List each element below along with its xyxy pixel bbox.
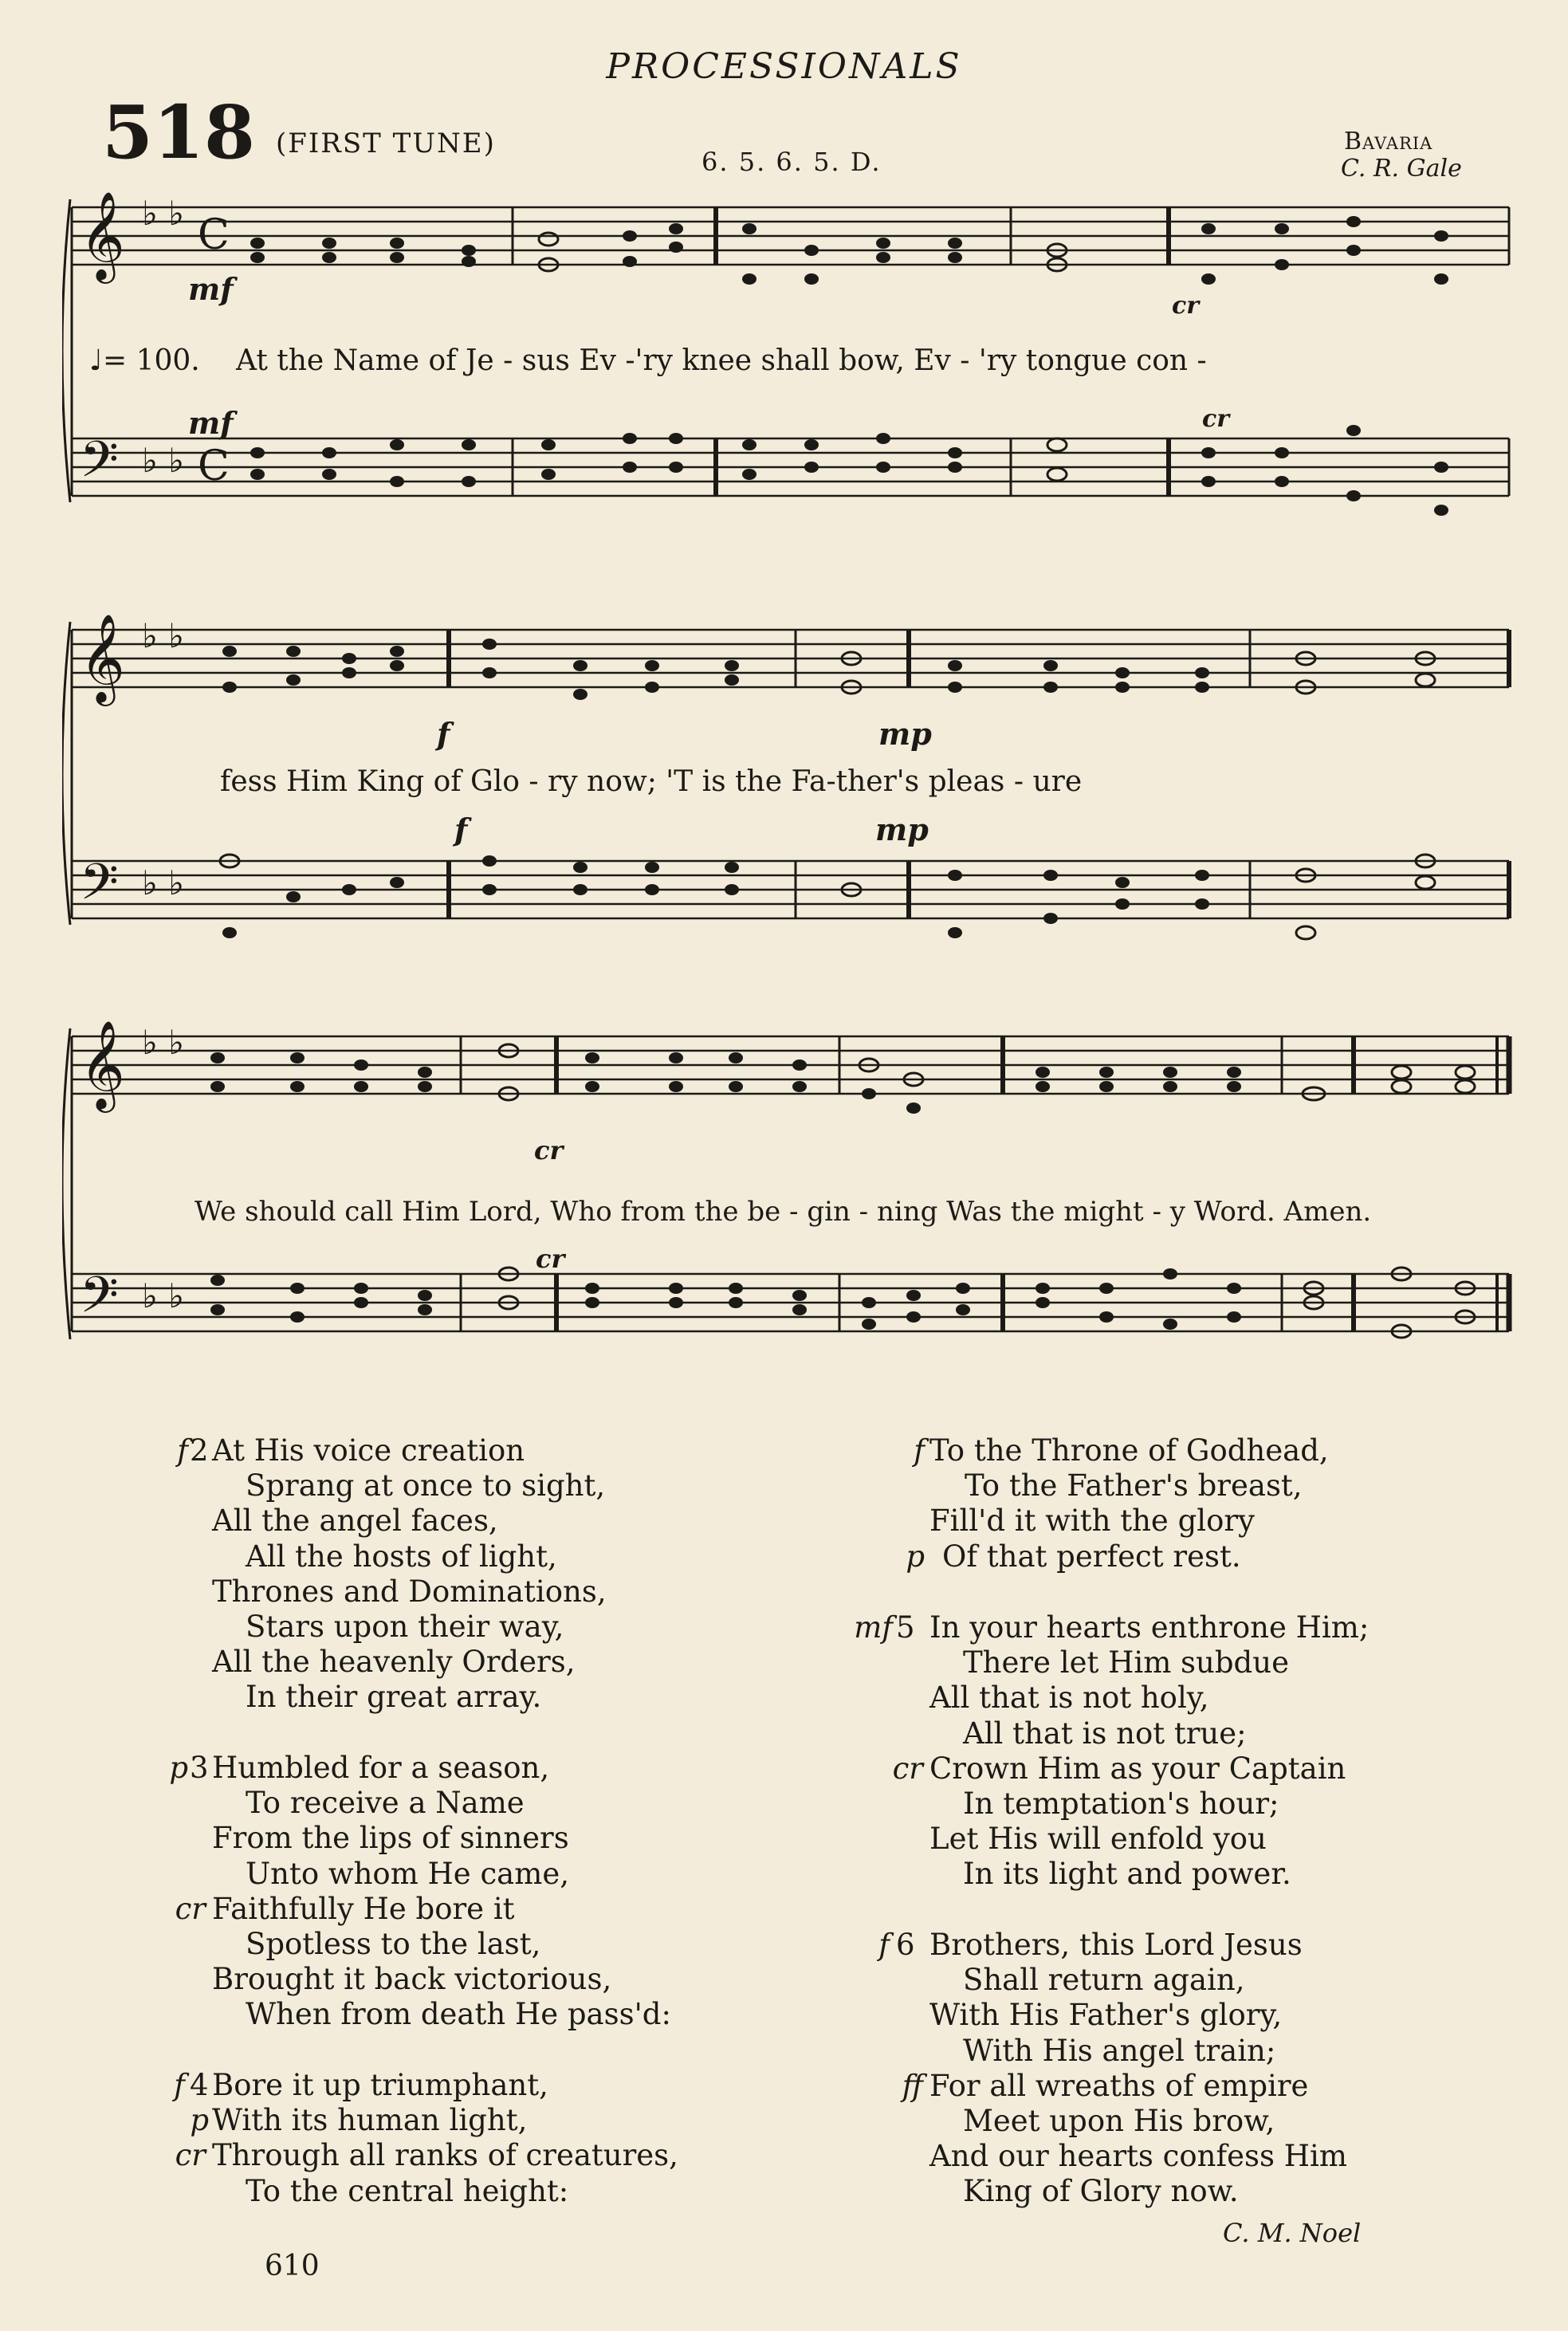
- verse-line: Let His will enfold you: [929, 1822, 1267, 1857]
- verse-line: To the central height:: [246, 2173, 569, 2208]
- verse-line: All that is not true;: [963, 1716, 1247, 1751]
- verse-dynamic: mf: [854, 1610, 893, 1645]
- verse-line: King of Glory now.: [963, 2174, 1239, 2209]
- treble-clef-icon: 𝄞: [80, 614, 125, 702]
- verse-line: All the angel faces,: [212, 1504, 498, 1539]
- key-signature: ♭ ♭: [142, 863, 184, 902]
- dynamic-mark: f: [454, 812, 468, 847]
- verse-line: All that is not holy,: [929, 1680, 1209, 1716]
- lyrics-line: At the Name of Je - sus Ev -'ry knee shall bow, Ev - 'ry tongue con -: [236, 344, 1207, 377]
- verse-2: [177, 1433, 607, 1716]
- verse-line: Brought it back victorious,: [212, 1962, 612, 1997]
- verse-number: 3: [190, 1751, 209, 1785]
- key-signature: ♭ ♭: [142, 1276, 184, 1315]
- verse-line: f 4 Bore it up triumphant,: [212, 2068, 678, 2103]
- verse-line: With His Father's glory,: [929, 1998, 1283, 2033]
- verse-dynamic: p: [190, 2103, 209, 2138]
- dynamic-mark: cr: [1202, 405, 1230, 433]
- verse-dynamic: f: [177, 1433, 188, 1468]
- treble-notes: [222, 639, 1435, 700]
- verse-line: There let Him subdue: [963, 1645, 1289, 1680]
- hymn-number: 518: [102, 89, 256, 175]
- verse-line: To receive a Name: [246, 1786, 525, 1821]
- verse-line: All the heavenly Orders,: [212, 1645, 576, 1680]
- quarter-note-icon: ♩: [89, 344, 103, 377]
- verse-dynamic: ff: [902, 2068, 923, 2103]
- brace: [62, 199, 70, 502]
- lyrics-line: We should call Him Lord, Who from the be - gin - ning Was the might - y Word. Amen.: [195, 1196, 1372, 1228]
- verse-line: Thrones and Dominations,: [212, 1574, 607, 1609]
- verse-dynamic: f: [914, 1433, 925, 1468]
- verse-line: Unto whom He came,: [246, 1856, 569, 1891]
- treble-clef-icon: 𝄞: [80, 191, 125, 280]
- verse-dynamic: p: [169, 1751, 188, 1785]
- dynamic-mark: mf: [188, 271, 234, 307]
- tune-label: (FIRST TUNE): [276, 128, 496, 159]
- dynamic-mark: cr: [536, 1244, 565, 1274]
- verse-line: mf 5 In your hearts enthrone Him;: [929, 1610, 1369, 1645]
- dynamic-mark: f: [437, 716, 450, 752]
- verse-line: Meet upon His brow,: [963, 2103, 1275, 2138]
- music-system-1: [62, 191, 1513, 574]
- verse-line: f 2 At His voice creation: [212, 1433, 607, 1468]
- bar-lines: [72, 1036, 1509, 1331]
- verse-number: 2: [190, 1433, 209, 1468]
- brace: [62, 622, 70, 925]
- lyrics-line: fess Him King of Glo - ry now; 'T is the Fa-ther's pleas - ure: [220, 765, 1083, 798]
- verse-4: [174, 2068, 678, 2209]
- verse-line: p Of that perfect rest.: [929, 1539, 1329, 1574]
- verse-line: Fill'd it with the glory: [929, 1504, 1255, 1539]
- key-signature: ♭ ♭: [142, 616, 184, 655]
- verse-line: cr Crown Him as your Captain: [929, 1751, 1369, 1787]
- verse-line: cr Through all ranks of creatures,: [212, 2138, 678, 2173]
- verse-line: All the hosts of light,: [246, 1539, 557, 1574]
- verse-line: ff For all wreaths of empire: [929, 2069, 1347, 2104]
- verse-line: With His angel train;: [963, 2033, 1276, 2068]
- brace: [62, 1028, 70, 1339]
- dynamic-mark: mp: [878, 716, 932, 752]
- bass-staff: [72, 861, 1509, 918]
- verse-line: And our hearts confess Him: [929, 2139, 1347, 2174]
- verse-dynamic: cr: [175, 1891, 206, 1926]
- bass-staff: [72, 1274, 1509, 1331]
- page-number: 610: [265, 2250, 320, 2282]
- verse-number: 5: [896, 1610, 915, 1645]
- time-signature: C: [198, 211, 230, 259]
- time-signature: C: [198, 442, 230, 490]
- tune-name: Bavaria: [1344, 128, 1433, 155]
- author-credit: C. M. Noel: [1223, 2218, 1362, 2248]
- verse-line: f To the Throne of Godhead,: [929, 1433, 1329, 1468]
- key-signature: ♭ ♭: [142, 441, 184, 480]
- bass-clef-icon: 𝄢: [80, 852, 119, 923]
- dynamic-mark: cr: [1172, 292, 1200, 320]
- section-title: PROCESSIONALS: [606, 46, 962, 87]
- verse-line: p With its human light,: [212, 2103, 678, 2138]
- verse-dynamic: f: [174, 2068, 185, 2102]
- verse-number: 6: [896, 1928, 915, 1962]
- verse-5: [854, 1610, 1370, 1893]
- verse-line: Spotless to the last,: [246, 1926, 541, 1961]
- verse-line: Stars upon their way,: [246, 1609, 564, 1644]
- verse-line: f 6 Brothers, this Lord Jesus: [929, 1928, 1347, 1963]
- verse-dynamic: p: [906, 1539, 925, 1574]
- verse-line: Sprang at once to sight,: [246, 1468, 606, 1504]
- composer: C. R. Gale: [1341, 155, 1462, 183]
- treble-staff: [72, 1036, 1509, 1094]
- treble-staff: [72, 207, 1509, 265]
- music-system-2: [62, 614, 1513, 989]
- verse-number: 4: [190, 2068, 209, 2102]
- tempo-marking: [89, 344, 200, 377]
- dynamic-mark: cr: [534, 1135, 564, 1166]
- verse-dynamic: f: [878, 1928, 890, 1962]
- verse-line: When from death He pass'd:: [246, 1997, 671, 2032]
- key-signature: ♭ ♭: [142, 1023, 184, 1062]
- verse-line: In temptation's hour;: [963, 1786, 1279, 1821]
- verse-line: In their great array.: [246, 1680, 542, 1715]
- verse-6: [878, 1928, 1347, 2210]
- verse-line: p 3 Humbled for a season,: [212, 1751, 671, 1786]
- dynamic-mark: mf: [188, 405, 234, 441]
- verse-3: [169, 1751, 671, 2033]
- verse-dynamic: cr: [892, 1751, 923, 1786]
- treble-clef-icon: 𝄞: [80, 1020, 125, 1109]
- verse-dynamic: cr: [175, 2138, 206, 2173]
- key-signature: ♭ ♭: [142, 194, 184, 233]
- verse-line: To the Father's breast,: [965, 1468, 1303, 1504]
- tempo-value: = 100.: [102, 344, 200, 377]
- verse-line: From the lips of sinners: [212, 1821, 569, 1856]
- bass-clef-icon: 𝄢: [80, 1265, 119, 1336]
- dynamic-mark: mp: [875, 812, 929, 847]
- verse-line: cr Faithfully He bore it: [212, 1892, 671, 1927]
- verse-line: Shall return again,: [963, 1963, 1245, 1998]
- bass-clef-icon: 𝄢: [80, 430, 119, 501]
- meter: 6. 5. 6. 5. D.: [701, 147, 882, 177]
- verse-line: In its light and power.: [963, 1857, 1291, 1892]
- bass-staff: [72, 438, 1509, 496]
- verse-4-continued: [906, 1433, 1329, 1574]
- bass-notes: [220, 855, 1435, 939]
